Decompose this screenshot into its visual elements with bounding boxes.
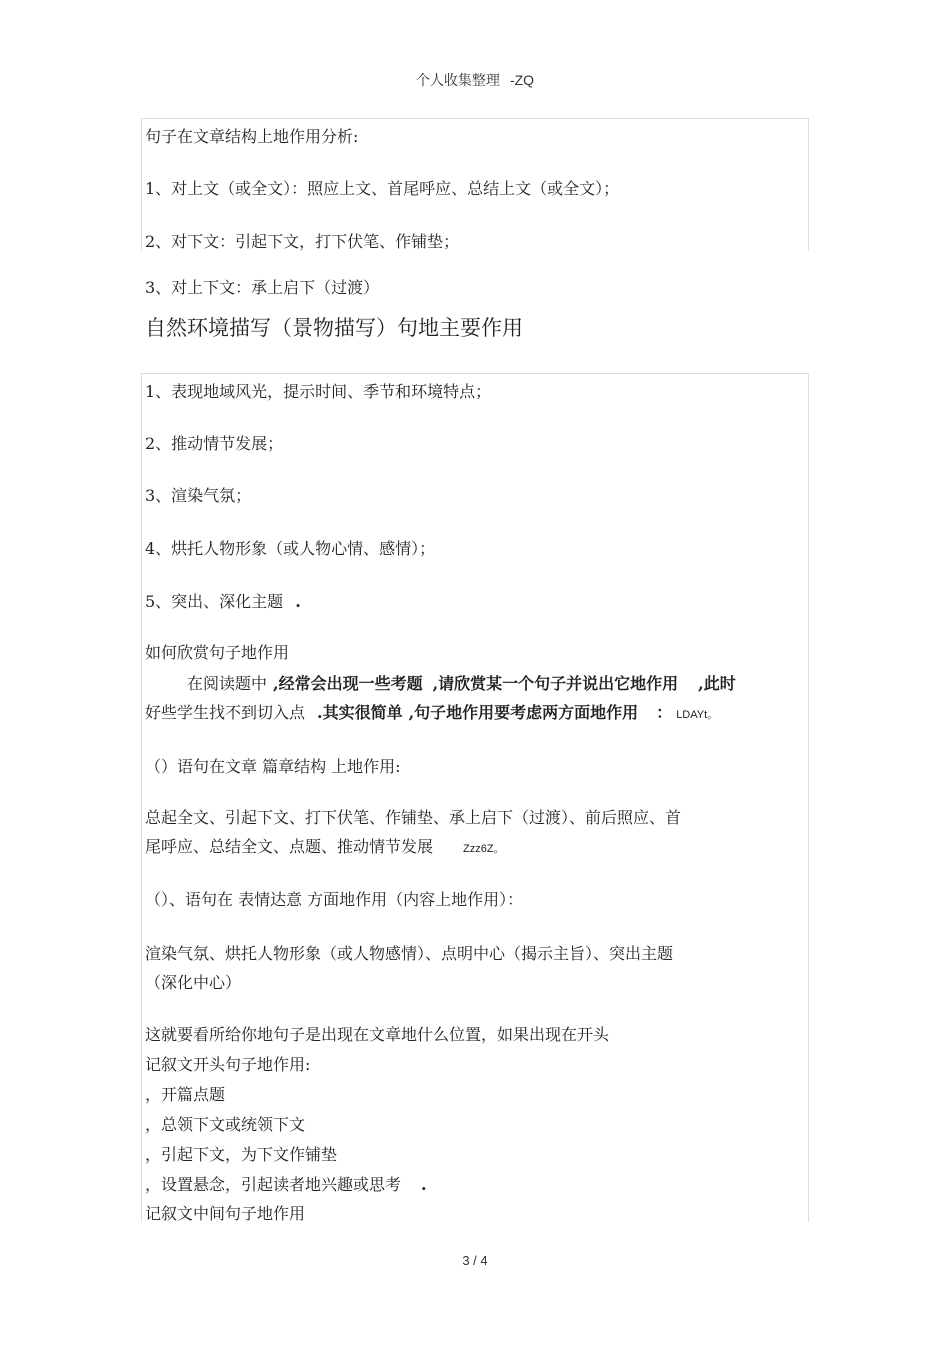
point2-desc-line-2: （深化中心） (145, 973, 242, 992)
section2-item-5 (145, 589, 301, 612)
point2-desc-line-1: 渲染气氛、烘托人物形象（或人物感情）、点明中心（揭示主旨）、突出主题 (145, 944, 674, 963)
paragraph-line-1 (187, 671, 736, 694)
section-heading: 自然环境描写（景物描写）句地主要作用 (145, 316, 523, 340)
paragraph-line-2 (145, 700, 718, 723)
header-code: -ZQ (509, 72, 535, 88)
para1-a: 在阅读题中 (187, 674, 268, 693)
section2-item-2: 2、推动情节发展； (145, 434, 284, 453)
section1-item-1: 1、对上文（或全文）：照应上文、首尾呼应、总结上文（或全文）； (145, 179, 620, 198)
opening-item-3: ，引起下文，为下文作铺垫 (145, 1145, 338, 1164)
point1-code: Zzz6Z。 (463, 843, 505, 855)
opening-title: 记叙文开头句子地作用: (145, 1055, 311, 1074)
position-note: 这就要看所给你地句子是出现在文章地什么位置，如果出现在开头 (145, 1025, 610, 1044)
opening-item-4-dot: . (421, 1175, 427, 1194)
section2-item-3: 3、渲染气氛； (145, 486, 252, 505)
section1-title: 句子在文章结构上地作用分析: (145, 127, 359, 146)
section2-item-1: 1、表现地域风光，提示时间、季节和环境特点； (145, 382, 492, 401)
header-text: 个人收集整理 (415, 73, 500, 89)
para1-d: ,此时 (698, 674, 736, 693)
section2-item-4: 4、烘托人物形象（或人物心情、感情）； (145, 539, 436, 558)
para1-b: ,经常会出现一些考题 (273, 674, 423, 693)
opening-item-2: ，总领下文或统领下文 (145, 1115, 306, 1134)
point2-heading: （）、语句在 表情达意 方面地作用（内容上地作用）： (145, 890, 524, 909)
para2-d: ： (656, 703, 673, 722)
point1-desc-line-1: 总起全文、引起下文、打下伏笔、作铺垫、承上启下（过渡）、前后照应、首 (145, 808, 682, 827)
middle-title: 记叙文中间句子地作用 (145, 1204, 306, 1223)
para2-b: .其实很简单 (317, 703, 403, 722)
para2-c: ,句子地作用要考虑两方面地作用 (408, 703, 639, 722)
opening-item-4 (145, 1172, 427, 1195)
opening-item-1: ，开篇点题 (145, 1085, 226, 1104)
para2-code: LDAYt。 (676, 709, 719, 721)
section1-item-3: 3、对上下文：承上启下（过渡） (145, 278, 380, 297)
opening-item-4-text: ，设置悬念，引起读者地兴趣或思考 (145, 1175, 402, 1194)
page-header (0, 70, 950, 90)
section2-item-5-text: 5、突出、深化主题 (145, 592, 284, 611)
point1-heading: （）语句在文章 篇章结构 上地作用: (145, 757, 401, 776)
point1-desc-line-2 (145, 834, 505, 857)
section1-item-2: 2、对下文：引起下文，打下伏笔、作铺垫； (145, 232, 460, 251)
para1-c: ,请欣赏某一个句子并说出它地作用 (432, 674, 679, 693)
para2-a: 好些学生找不到切入点 (145, 703, 306, 722)
appreciate-title: 如何欣赏句子地作用 (145, 643, 290, 662)
point1-desc-text: 尾呼应、总结全文、点题、推动情节发展 (145, 837, 434, 856)
page-number: 3 / 4 (462, 1253, 488, 1268)
section2-item-5-dot: . (295, 592, 301, 611)
